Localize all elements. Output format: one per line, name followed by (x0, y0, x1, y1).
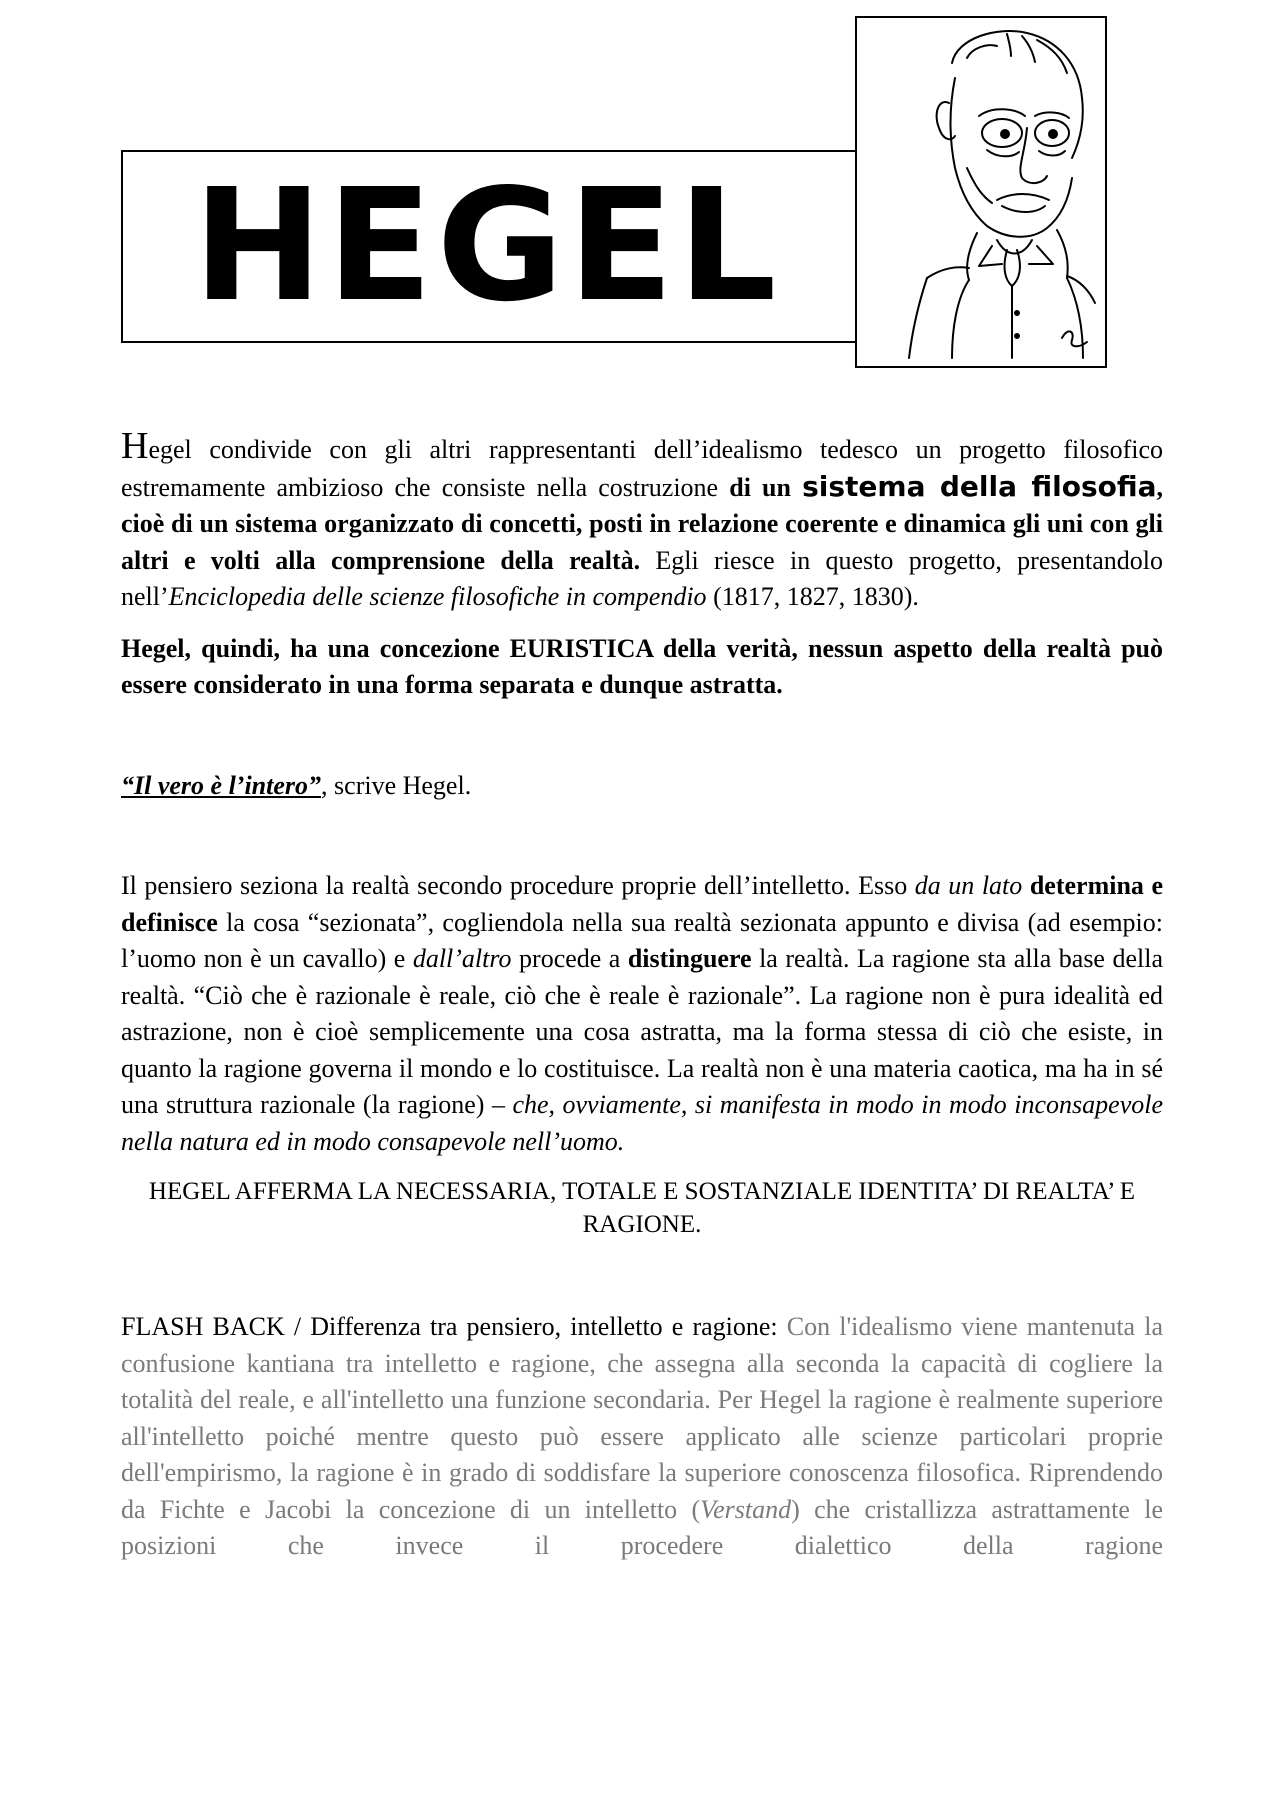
pensiero-text-3: procede a (511, 944, 628, 973)
pensiero-italic-2: dall’altro (412, 944, 512, 973)
title-box (121, 150, 886, 343)
intro-bold-sistema: sistema della filosofia (802, 469, 1157, 503)
pensiero-italic-1: da un lato (914, 871, 1023, 900)
hegel-caricature-icon (855, 16, 1107, 368)
identity-statement: HEGEL AFFERMA LA NECESSARIA, TOTALE E SOSTANZIALE IDENTITA’ DI REALTA’ E RAGIONE. (148, 1178, 1136, 1238)
intro-text-3: (1817, 1827, 1830). (706, 582, 919, 611)
pensiero-text-4: la realtà. La ragione sta alla base della realtà. “Ciò che è razionale è reale, ciò che è reale è razionale”. La ragione non è pura idealità ed astrazione, non è cioè semplicemente una cosa astratta, ma la forma stessa di ciò che esiste, in quanto la ragione governa il mondo e lo costituisce. La realtà non è una materia caotica, ma ha in sé una struttura razionale (la ragione) – (121, 944, 1163, 1119)
page-title: HEGEL (193, 155, 781, 336)
pensiero-italic-3: che, ovviamente, si manifesta in modo in modo inconsapevole nella natura ed in modo consapevole nell’uomo. (121, 1090, 1163, 1156)
intro-bold-2: , cioè di un sistema organizzato di concetti, posti in relazione coerente e dinamica gli uni con gli altri e volti alla comprensione della realtà. (121, 472, 1163, 575)
drop-cap: H (121, 425, 149, 467)
intro-paragraph (121, 425, 1164, 616)
pensiero-text-1: Il pensiero seziona la realtà secondo procedure proprie dell’intelletto. Esso (121, 871, 915, 900)
enciclopedia-title: Enciclopedia delle scienze filosofiche in compendio (168, 582, 707, 611)
document-body (121, 425, 1164, 1565)
flashback-grey-2: ) che cristallizza astrattamente le posizioni che invece il procedere dialettico della ragione (121, 1494, 1163, 1560)
pensiero-text-2: la cosa “sezionata”, cogliendola nella sua realtà sezionata appunto e divisa (ad esempio: l’uomo non è un cavallo) e (121, 907, 1163, 973)
quote-text: “Il vero è l’intero” (121, 770, 322, 800)
pensiero-bold-1: determina e definisce (121, 871, 1164, 937)
pensiero-paragraph (121, 868, 1163, 1160)
flashback-heading: FLASH BACK / Differenza tra pensiero, intelletto e ragione: (121, 1312, 787, 1341)
flashback-paragraph (121, 1309, 1163, 1565)
pensiero-bold-2: distinguere (627, 944, 752, 973)
quote-attribution: , scrive Hegel. (321, 770, 472, 800)
intro-text-1: egel condivide con gli altri rappresentanti dell’idealismo tedesco un progetto filosofico estremamente ambizioso che consiste nella costruzione (121, 435, 1163, 502)
intro-bold-1: di un (729, 472, 803, 502)
intro-text-2: Egli riesce in questo progetto, presentandolo nell’ (121, 545, 1164, 611)
flashback-grey-1: Con l'idealismo viene mantenuta la confusione kantiana tra intelletto e ragione, che assegna alla seconda la capacità di cogliere la totalità del reale, e all'intelletto una funzione secondaria. Per Hegel la ragione è realmente superiore all'intelletto poiché mentre questo può essere applicato alle scienze particolari proprie dell'empirismo, la ragione è in grado di soddisfare la superiore conoscenza filosofica. Riprendendo da Fichte e Jacobi la concezione di un intelletto ( (121, 1312, 1163, 1524)
euristica-paragraph: Hegel, quindi, ha una concezione EURISTICA della verità, nessun aspetto della realtà può essere considerato in una forma separata e dunque astratta. (121, 633, 1163, 699)
pensiero-space (1022, 871, 1030, 900)
flashback-verstand: Verstand (700, 1494, 792, 1524)
quote-paragraph (121, 768, 1163, 805)
